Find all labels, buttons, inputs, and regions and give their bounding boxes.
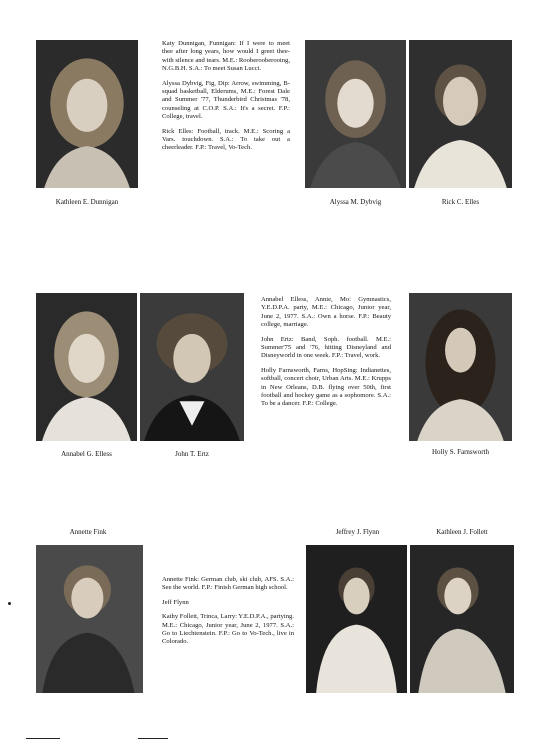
- portrait-photo-farnsworth: [409, 293, 512, 441]
- portrait-photo-follett: [410, 545, 514, 693]
- bio-dunnigan: Katy Dunnigan, Funnigan: If I were to meet thee after long years, how would I greet thee- with silence and tears. M.E.: Rooberooberooing, N.G.B.H. S.A.: To meet Susan Lucci.: [162, 40, 290, 73]
- caption-fink: Annette Fink: [69, 528, 107, 536]
- bio-fink: Annette Fink: German club, ski club, AFS. S.A.: See the world. F.P.: Finish German high school.: [162, 576, 294, 592]
- bio-flynn: Jeff Flynn: [162, 598, 189, 606]
- bio-block-middle: [261, 296, 391, 415]
- bio-elless-annabel: Annabel Elless, Annie, Mo: Gymnastics, Y.E.D.P.A. party, M.E.: Chicago, Junior year, June 2, 1977. S.A.: Own a horse. F.P.: Beauty college, marriage.: [261, 296, 391, 329]
- portrait-photo-fink: [36, 545, 143, 693]
- portrait-photo-flynn: [306, 545, 407, 693]
- portrait-photo-elless-annabel: [36, 293, 137, 441]
- caption-flynn: Jeffrey J. Flynn: [335, 528, 380, 536]
- caption-follett: Kathleen J. Follett: [436, 528, 488, 536]
- bio-follett: Kathy Follett, Trinca, Larry: Y.E.D.P.A., partying. M.E.: Chicago, Junior year, June 2, 1977. S.A.: Go to Liechtenstein. F.P.: Go to Vo-Tech., live in Colorado.: [162, 613, 294, 646]
- caption-dybvig: Alyssa M. Dybvig: [329, 198, 382, 206]
- portrait-photo-elles-rick: [409, 40, 512, 188]
- bio-block-bottom: [162, 576, 294, 653]
- bio-elles-rick: Rick Elles: Football, track. M.E.: Scoring a Vars. touchdown. S.A.: To take out a cheerleader. F.P.: Travel, Vo-Tech.: [162, 127, 290, 152]
- caption-dunnigan: Kathleen E. Dunnigan: [55, 198, 119, 206]
- caption-ertz: John T. Ertz: [175, 450, 209, 458]
- portrait-photo-dybvig: [305, 40, 406, 188]
- portrait-photo-dunnigan: [36, 40, 138, 188]
- bio-dybvig: Alyssa Dybvig, Fig, Dip: Arrow, swimming, B-squad basketball, Elderums, M.E.: Forest Dale and Summer '77, Thunderbird Christmas '78, counseling at C.O.P. S.A.: It's a secret. F.P.: College, travel.: [162, 79, 290, 121]
- caption-elles-rick: Rick C. Elles: [441, 198, 480, 206]
- bio-farnsworth: Holly Farnsworth, Farns, HopSing: Indianettes, softball, concert choir, Urban Arts. M.E.: Krupps in New Orleans, D.B. flying over 50th, first football and hockey game as a sophomore. S.A.: To be a dancer. F.P.: College.: [261, 366, 391, 408]
- bio-ertz: John Ertz: Band, Soph. football. M.E.: Summer'75 and '76, hitting Disneyland and Disneyworld in one week. F.P.: Travel, work.: [261, 335, 391, 360]
- caption-farnsworth: Holly S. Farnsworth: [432, 448, 489, 456]
- bio-block-top: [162, 40, 290, 159]
- page-edge-mark: [26, 738, 60, 739]
- portrait-photo-ertz: [140, 293, 244, 441]
- caption-elless-annabel: Annabel G. Elless: [61, 450, 112, 458]
- page-edge-mark-right: [138, 738, 168, 739]
- page-speck: [8, 602, 11, 605]
